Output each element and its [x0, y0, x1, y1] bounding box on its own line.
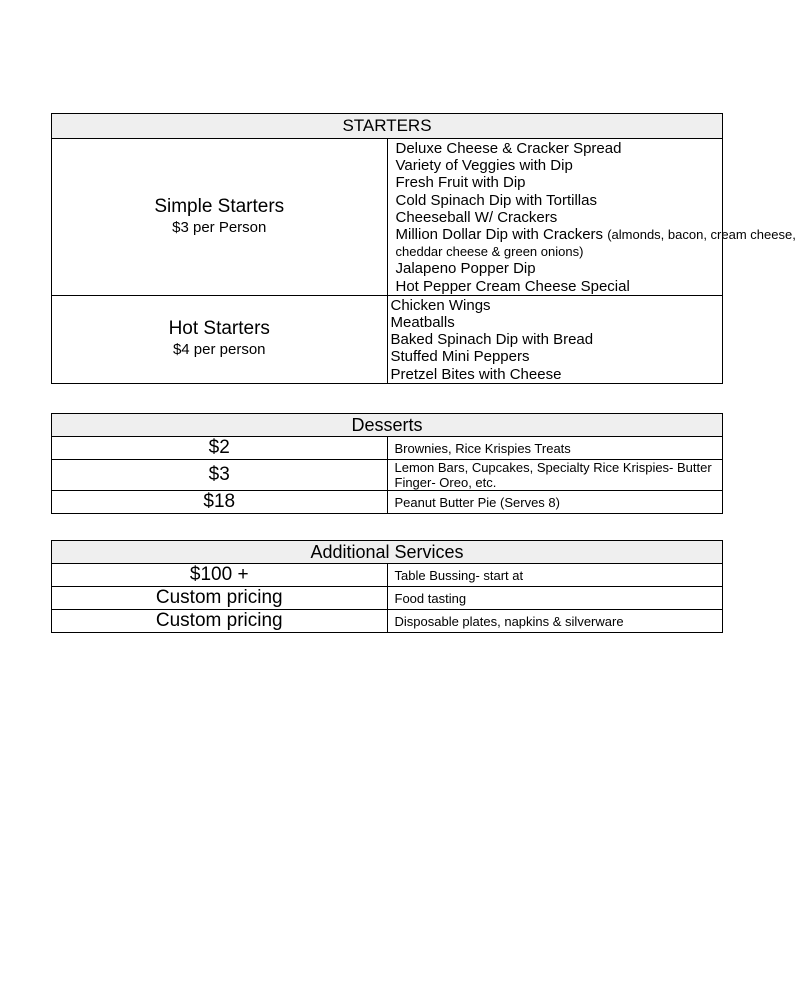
list-item: Jalapeno Popper Dip — [395, 260, 536, 278]
list-item: Meatballs — [390, 314, 455, 332]
list-item: Hot Pepper Cream Cheese Special — [395, 277, 630, 295]
list-item: Cheeseball W/ Crackers — [395, 208, 558, 226]
simple-starters-cell — [52, 139, 388, 296]
list-item: Baked Spinach Dip with Bread — [390, 331, 594, 349]
simple-starters-items — [387, 139, 796, 296]
service-desc: Table Bussing- start at — [387, 564, 723, 587]
hot-starters-cell — [52, 295, 388, 383]
table-row — [52, 610, 723, 633]
hot-starters-price: $4 per person — [172, 341, 266, 359]
service-price: $100 + — [52, 564, 388, 587]
service-price: Custom pricing — [52, 587, 388, 610]
dessert-desc: Brownies, Rice Krispies Treats — [387, 437, 723, 460]
list-item: Pretzel Bites with Cheese — [390, 365, 562, 383]
table-row — [52, 564, 723, 587]
starters-table — [51, 113, 796, 384]
list-item: Cold Spinach Dip with Tortillas — [395, 191, 597, 209]
table-row — [52, 491, 723, 514]
list-item — [395, 226, 796, 244]
hot-starters-items — [387, 295, 723, 383]
list-item-note: (almonds, bacon, cream cheese, — [607, 227, 796, 243]
services-table — [51, 540, 723, 633]
desserts-header: Desserts — [52, 414, 723, 437]
table-row — [52, 437, 723, 460]
simple-starters-price: $3 per Person — [172, 218, 267, 236]
list-item-note: cheddar cheese & green onions) — [395, 244, 584, 260]
dessert-price: $2 — [52, 437, 388, 460]
services-header: Additional Services — [52, 541, 723, 564]
table-row — [52, 587, 723, 610]
list-item: Variety of Veggies with Dip — [395, 157, 573, 175]
simple-starters-title: Simple Starters — [154, 195, 285, 217]
service-desc: Food tasting — [387, 587, 723, 610]
list-item: Fresh Fruit with Dip — [395, 174, 526, 192]
table-row — [52, 460, 723, 491]
dessert-price: $18 — [52, 491, 388, 514]
hot-starters-title: Hot Starters — [168, 318, 270, 340]
service-price: Custom pricing — [52, 610, 388, 633]
list-item: Stuffed Mini Peppers — [390, 348, 530, 366]
service-desc: Disposable plates, napkins & silverware — [387, 610, 723, 633]
dessert-price: $3 — [52, 460, 388, 491]
dessert-desc: Peanut Butter Pie (Serves 8) — [387, 491, 723, 514]
list-item: Deluxe Cheese & Cracker Spread — [395, 140, 622, 157]
list-item-main: Million Dollar Dip with Crackers — [395, 226, 604, 244]
starters-header: STARTERS — [52, 114, 723, 139]
dessert-desc: Lemon Bars, Cupcakes, Specialty Rice Krispies- Butter Finger- Oreo, etc. — [387, 460, 723, 491]
list-item: Chicken Wings — [390, 296, 491, 314]
desserts-table — [51, 413, 723, 514]
